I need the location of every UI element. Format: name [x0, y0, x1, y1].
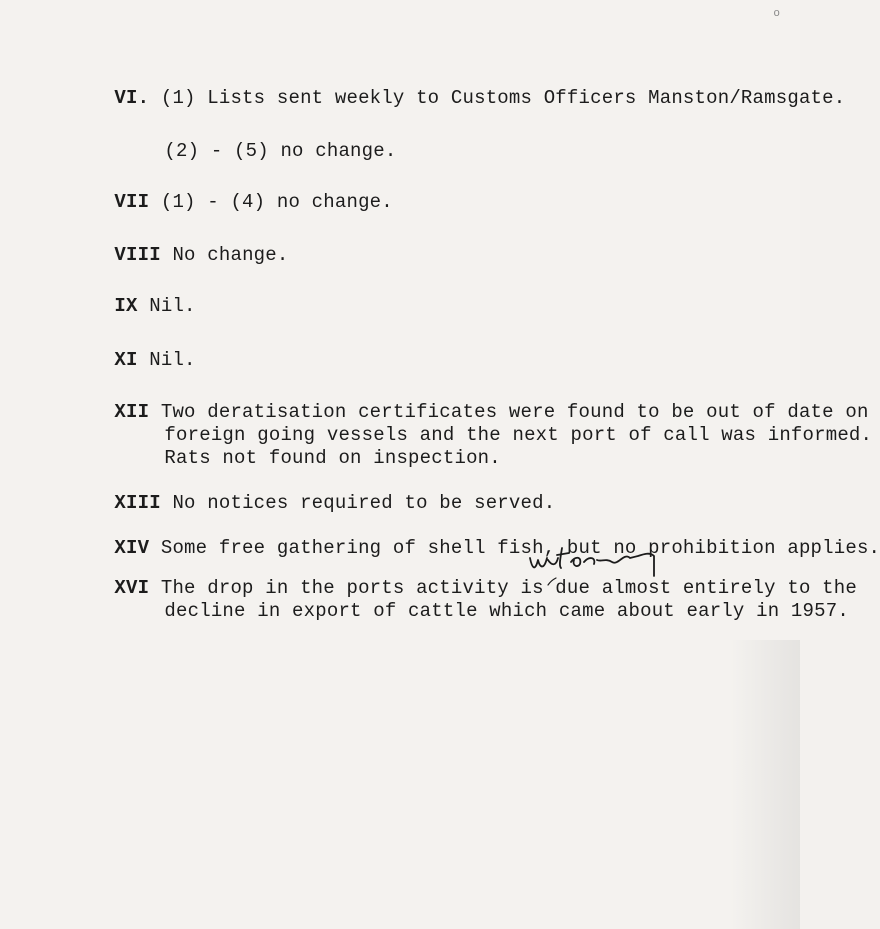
item-text: The drop in the ports activity is due almost entirely to the: [160, 577, 857, 599]
item-text: decline in export of cattle which came about early in 1957.: [164, 600, 849, 622]
item-text: foreign going vessels and the next port of call was informed.: [164, 424, 873, 446]
page-mark: o: [773, 8, 780, 20]
item-text: (1) - (4) no change.: [160, 191, 393, 213]
item-text: Rats not found on inspection.: [164, 447, 501, 469]
item-xvi-line2: [118, 575, 849, 647]
item-number: VII: [114, 191, 150, 213]
item-text: No change.: [172, 244, 289, 266]
item-number: VI.: [114, 87, 150, 109]
item-text: No notices required to be served.: [172, 492, 556, 514]
item-number: VIII: [114, 244, 161, 266]
item-number: XIV: [114, 537, 150, 559]
signature: [526, 538, 686, 588]
page-edge-shadow: [730, 640, 800, 929]
item-text: (1) Lists sent weekly to Customs Officers Manston/Ramsgate.: [160, 87, 846, 109]
item-text: (2) - (5) no change.: [164, 140, 397, 162]
item-text: Nil.: [149, 349, 196, 371]
item-number: XIII: [114, 492, 161, 514]
item-number: XVI: [114, 577, 150, 599]
item-text: Nil.: [149, 295, 196, 317]
item-number: XI: [114, 349, 138, 371]
item-text: Two deratisation certificates were found to be out of date on: [160, 401, 869, 423]
item-number: IX: [114, 295, 138, 317]
item-text: Some free gathering of shell fish, but no prohibition applies.: [160, 537, 880, 559]
item-number: XII: [114, 401, 150, 423]
